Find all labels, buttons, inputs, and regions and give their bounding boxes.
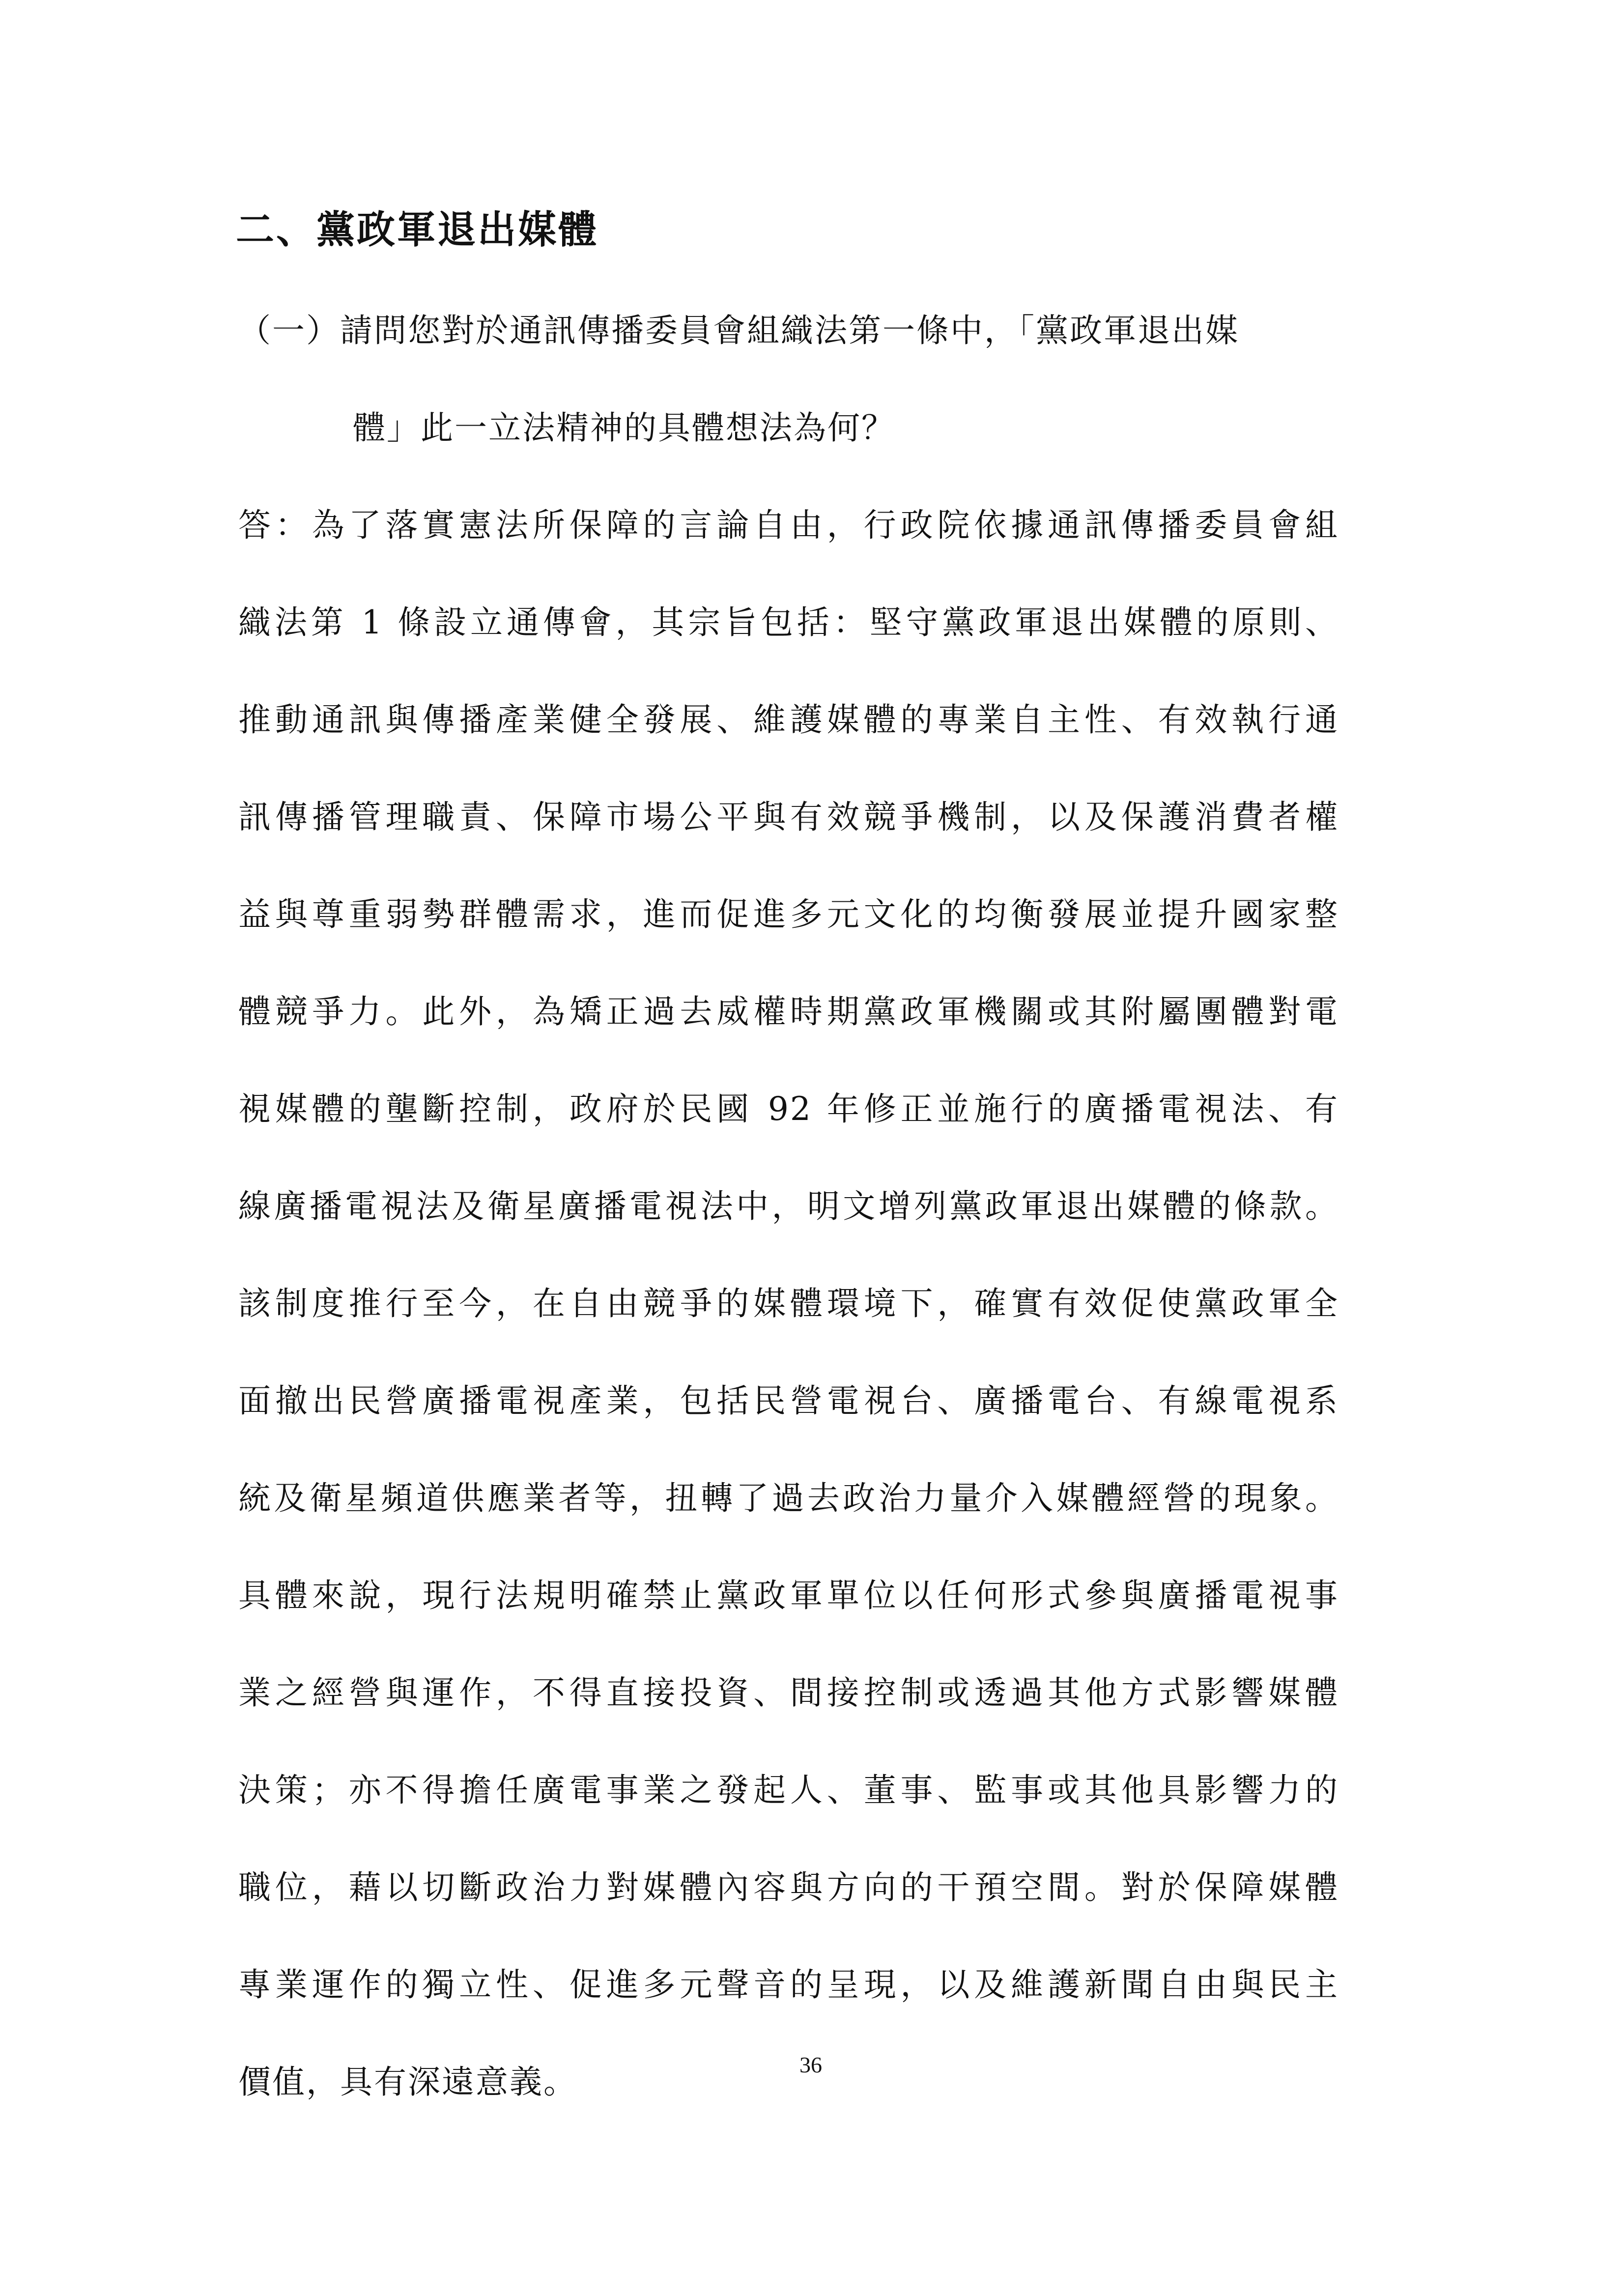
answer-line-15: 職位，藉以切斷政治力對媒體內容與方向的干預空間。對於保障媒體 bbox=[238, 1868, 1339, 1906]
answer-line-4: 訊傳播管理職責、保障市場公平與有效競爭機制，以及保護消費者權 bbox=[238, 798, 1339, 836]
answer-line-12: 具體來說，現行法規明確禁止黨政軍單位以任何形式參與廣播電視事 bbox=[238, 1577, 1339, 1614]
answer-line-16: 專業運作的獨立性、促進多元聲音的呈現，以及維護新聞自由與民主 bbox=[238, 1966, 1339, 2004]
answer-line-5: 益與尊重弱勢群體需求，進而促進多元文化的均衡發展並提升國家整 bbox=[238, 895, 1339, 933]
answer-line-2: 織法第 1 條設立通傳會，其宗旨包括：堅守黨政軍退出媒體的原則、 bbox=[238, 603, 1339, 641]
answer-line-3: 推動通訊與傳播產業健全發展、維護媒體的專業自主性、有效執行通 bbox=[238, 701, 1339, 739]
answer-line-8: 線廣播電視法及衛星廣播電視法中，明文增列黨政軍退出媒體的條款。 bbox=[238, 1187, 1339, 1225]
answer-line-9: 該制度推行至今，在自由競爭的媒體環境下，確實有效促使黨政軍全 bbox=[238, 1285, 1339, 1322]
answer-line-1: 答：為了落實憲法所保障的言論自由，行政院依據通訊傳播委員會組 bbox=[238, 506, 1339, 544]
answer-line-14: 決策；亦不得擔任廣電事業之發起人、董事、監事或其他具影響力的 bbox=[238, 1771, 1339, 1809]
answer-line-6: 體競爭力。此外，為矯正過去威權時期黨政軍機關或其附屬團體對電 bbox=[238, 993, 1339, 1031]
answer-line-13: 業之經營與運作，不得直接投資、間接控制或透過其他方式影響媒體 bbox=[238, 1674, 1339, 1712]
answer-line-11: 統及衛星頻道供應業者等，扭轉了過去政治力量介入媒體經營的現象。 bbox=[238, 1479, 1339, 1517]
question-line-2: 體」此一立法精神的具體想法為何？ bbox=[353, 409, 895, 447]
answer-line-17: 價值，具有深遠意義。 bbox=[238, 2063, 577, 2101]
answer-line-10: 面撤出民營廣播電視產業，包括民營電視台、廣播電台、有線電視系 bbox=[238, 1382, 1339, 1420]
section-heading: 二、黨政軍退出媒體 bbox=[236, 208, 599, 252]
question-line-1: （一）請問您對於通訊傳播委員會組織法第一條中，「黨政軍退出媒 bbox=[238, 312, 1239, 349]
answer-line-7: 視媒體的壟斷控制，政府於民國 92 年修正並施行的廣播電視法、有 bbox=[238, 1090, 1339, 1128]
page-number: 36 bbox=[799, 2052, 822, 2077]
